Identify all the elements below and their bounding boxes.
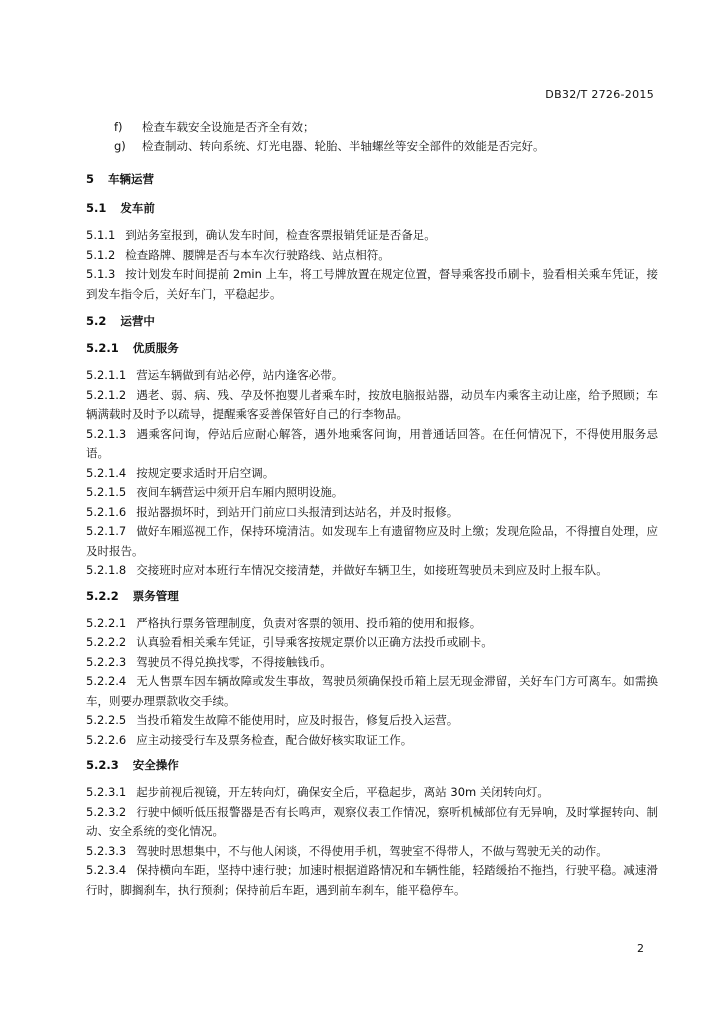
clause-number: 5.2.2.5 bbox=[86, 713, 127, 727]
clause-text: 按规定要求适时开启空调。 bbox=[136, 465, 275, 480]
clause-text: 交接班时应对本班行车情况交接清楚，并做好车辆卫生，如接班驾驶员未到应及时上报车队。 bbox=[136, 563, 608, 577]
section-number: 5 bbox=[86, 172, 95, 186]
subsection-number: 5.2.3 bbox=[86, 758, 119, 772]
section-number: 5.1 bbox=[86, 201, 107, 215]
clause bbox=[86, 483, 658, 503]
clause bbox=[86, 711, 658, 731]
clause-number: 5.1.2 bbox=[86, 247, 116, 262]
subsection-heading bbox=[86, 339, 658, 358]
section-title: 发车前 bbox=[120, 201, 155, 215]
clause-number: 5.2.1.3 bbox=[86, 426, 127, 441]
clause-number: 5.2.1.7 bbox=[86, 524, 127, 538]
clause-number: 5.2.3.2 bbox=[86, 804, 127, 819]
clause-text: 保持横向车距，坚持中速行驶；加速时根据道路情况和车辆性能，轻踏缓抬不拖挡，行驶平稳。减速滑行时，脚搁刹车，执行预刹；保持前后车距，遇到前车刹车，能平稳停车。 bbox=[86, 863, 658, 897]
section-heading bbox=[86, 199, 658, 218]
clause-number: 5.2.2.4 bbox=[86, 674, 127, 688]
list-item-text: 检查车载安全设施是否齐全有效； bbox=[142, 120, 315, 134]
page-number: 2 bbox=[637, 942, 644, 955]
section-number: 5.2 bbox=[86, 314, 107, 328]
page-content bbox=[86, 118, 658, 900]
clause-text: 无人售票车因车辆故障或发生事故，驾驶员须确保投币箱上层无现金滞留，关好车门方可离车。如需换车，则要办理票款收交手续。 bbox=[86, 674, 658, 708]
clause-number: 5.2.3.3 bbox=[86, 843, 127, 858]
clause-text: 夜间车辆营运中须开启车厢内照明设施。 bbox=[136, 485, 344, 499]
section-heading bbox=[86, 312, 658, 331]
clause-text: 到站务室报到，确认发车时间，检查客票报销凭证是否备足。 bbox=[125, 228, 436, 242]
list-item bbox=[86, 118, 658, 137]
clause-number: 5.2.1.5 bbox=[86, 485, 127, 499]
clause bbox=[86, 783, 658, 803]
clause bbox=[86, 561, 658, 581]
subsection-heading bbox=[86, 587, 658, 606]
clause-text: 当投币箱发生故障不能使用时，应及时报告，修复后投入运营。 bbox=[136, 713, 459, 727]
subsection-title: 安全操作 bbox=[132, 758, 179, 772]
standard-code: DB32/T 2726-2015 bbox=[545, 88, 654, 101]
clause-number: 5.2.2.2 bbox=[86, 635, 127, 649]
section-heading bbox=[86, 170, 658, 189]
clause bbox=[86, 614, 658, 634]
clause-text: 认真验看相关乘车凭证，引导乘客按规定票价以正确方法投币或刷卡。 bbox=[136, 635, 493, 649]
clause bbox=[86, 366, 658, 386]
section-title: 运营中 bbox=[120, 314, 155, 328]
clause-text: 遇乘客问询，停站后应耐心解答，遇外地乘客问询，用普通话回答。在任何情况下，不得使用服务忌语。 bbox=[86, 426, 658, 460]
clause-text: 起步前视后视镜，开左转向灯，确保安全后，平稳起步，离站 30m 关闭转向灯。 bbox=[136, 785, 549, 799]
clause-number: 5.2.2.1 bbox=[86, 615, 127, 630]
clause bbox=[86, 803, 658, 842]
clause bbox=[86, 265, 658, 304]
clause bbox=[86, 633, 658, 653]
clause-text: 应主动接受行车及票务检查，配合做好核实取证工作。 bbox=[136, 732, 413, 747]
list-item bbox=[86, 137, 658, 156]
clause bbox=[86, 464, 658, 484]
list-item-label: g) bbox=[114, 139, 126, 153]
clause-number: 5.2.3.1 bbox=[86, 785, 127, 799]
clause bbox=[86, 226, 658, 246]
clause-text: 营运车辆做到有站必停，站内逢客必带。 bbox=[136, 368, 344, 382]
clause bbox=[86, 246, 658, 266]
clause-text: 检查路牌、腰牌是否与本车次行驶路线、站点相符。 bbox=[125, 247, 390, 262]
subsection-title: 票务管理 bbox=[132, 588, 179, 603]
clause bbox=[86, 503, 658, 523]
clause bbox=[86, 842, 658, 862]
clause-number: 5.2.3.4 bbox=[86, 863, 127, 877]
subsection-heading bbox=[86, 756, 658, 775]
list-item-text: 检查制动、转向系统、灯光电器、轮胎、半轴螺丝等安全部件的效能是否完好。 bbox=[142, 139, 545, 153]
clause-text: 驾驶员不得兑换找零，不得接触钱币。 bbox=[136, 654, 332, 669]
clause-text: 报站器损坏时，到站开门前应口头报清到达站名，并及时报修。 bbox=[136, 504, 459, 519]
clause-number: 5.2.2.6 bbox=[86, 732, 127, 747]
clause-number: 5.1.1 bbox=[86, 228, 116, 242]
clause-number: 5.1.3 bbox=[86, 267, 116, 281]
clause-number: 5.2.1.1 bbox=[86, 368, 127, 382]
clause-number: 5.2.1.2 bbox=[86, 387, 127, 402]
clause bbox=[86, 672, 658, 711]
clause bbox=[86, 522, 658, 561]
clause-text: 按计划发车时间提前 2min 上车，将工号牌放置在规定位置，督导乘客投币刷卡，验看相关乘车凭证，接到发车指令后，关好车门，平稳起步。 bbox=[86, 267, 658, 301]
list-item-label: f) bbox=[114, 120, 123, 134]
clause bbox=[86, 861, 658, 900]
section-title: 车辆运营 bbox=[108, 172, 155, 186]
clause-number: 5.2.1.8 bbox=[86, 563, 127, 577]
subsection-number: 5.2.2 bbox=[86, 588, 119, 603]
clause-text: 做好车厢巡视工作，保持环境清洁。如发现车上有遗留物应及时上缴；发现危险品，不得擅自处理，应及时报告。 bbox=[86, 524, 658, 558]
subsection-title: 优质服务 bbox=[132, 341, 179, 355]
clause bbox=[86, 653, 658, 673]
clause-text: 严格执行票务管理制度，负责对客票的领用、投币箱的使用和报修。 bbox=[136, 615, 482, 630]
clause-text: 驾驶时思想集中，不与他人闲谈，不得使用手机，驾驶室不得带人，不做与驾驶无关的动作。 bbox=[136, 843, 608, 858]
clause-text: 遇老、弱、病、残、孕及怀抱婴儿者乘车时，按放电脑报站器，动员车内乘客主动让座，给予照顾；车辆满载时及时予以疏导，提醒乘客妥善保管好自己的行李物品。 bbox=[86, 387, 658, 421]
clause-number: 5.2.2.3 bbox=[86, 654, 127, 669]
clause-number: 5.2.1.6 bbox=[86, 504, 127, 519]
clause bbox=[86, 386, 658, 425]
subsection-number: 5.2.1 bbox=[86, 341, 119, 355]
clause-text: 行驶中倾听低压报警器是否有长鸣声，观察仪表工作情况，察听机械部位有无异响，及时掌握转向、制动、安全系统的变化情况。 bbox=[86, 804, 658, 838]
clause bbox=[86, 425, 658, 464]
clause bbox=[86, 731, 658, 751]
clause-number: 5.2.1.4 bbox=[86, 465, 127, 480]
